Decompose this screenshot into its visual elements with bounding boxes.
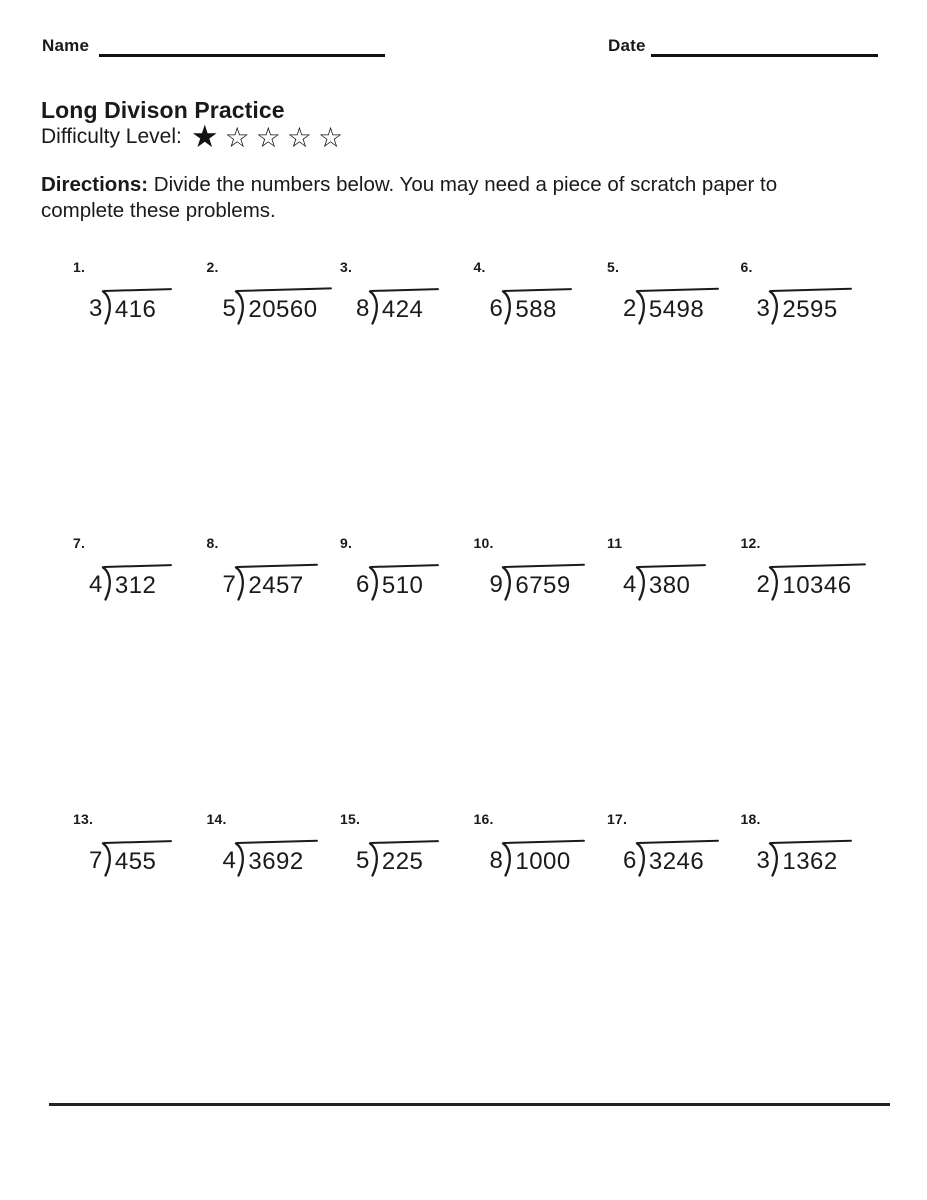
division-bracket-group	[370, 289, 439, 326]
division-problem-3	[340, 259, 474, 326]
division-problem-6	[741, 259, 875, 326]
long-division-expression	[89, 289, 207, 326]
dividend: 6759	[515, 572, 571, 599]
division-bracket-group	[103, 289, 172, 326]
vinculum	[103, 564, 172, 568]
dividend: 416	[114, 296, 157, 323]
long-division-expression	[623, 565, 741, 602]
division-problem-17	[607, 811, 741, 878]
division-bracket-icon	[368, 289, 382, 325]
problem-number: 3.	[340, 259, 353, 275]
problem-number: 9.	[340, 535, 353, 551]
difficulty-label: Difficulty Level:	[41, 125, 182, 148]
division-bracket-icon	[234, 841, 248, 877]
dividend: 455	[114, 848, 157, 875]
division-bracket-icon	[101, 841, 115, 877]
division-problem-9	[340, 535, 474, 602]
star-empty-icon: ☆	[286, 120, 312, 154]
division-bracket-icon	[501, 565, 515, 601]
division-problem-13	[73, 811, 207, 878]
name-label: Name	[42, 36, 90, 55]
division-bracket-group	[103, 841, 172, 878]
division-bracket-icon	[234, 565, 248, 601]
division-bracket-group	[236, 565, 318, 602]
name-blank-line[interactable]	[99, 54, 385, 57]
long-division-expression	[356, 289, 474, 326]
long-division-expression	[490, 565, 608, 602]
long-division-expression	[757, 565, 875, 602]
long-division-expression	[223, 289, 341, 326]
dividend: 1362	[782, 848, 838, 875]
division-bracket-group	[370, 565, 439, 602]
dividend: 3692	[248, 848, 304, 875]
long-division-expression	[623, 841, 741, 878]
division-bracket-group	[637, 841, 719, 878]
problem-number: 5.	[607, 259, 620, 275]
dividend: 380	[648, 572, 691, 599]
long-division-expression	[223, 565, 341, 602]
long-division-expression	[490, 841, 608, 878]
dividend: 588	[515, 296, 557, 323]
divisor: 3	[756, 295, 771, 322]
directions-line-1	[41, 172, 841, 198]
worksheet-title: Long Divison Practice	[41, 97, 285, 123]
vinculum	[370, 288, 439, 292]
division-bracket-group	[770, 289, 852, 326]
division-bracket-group	[370, 841, 439, 878]
long-division-expression	[356, 841, 474, 878]
divisor: 5	[222, 295, 237, 322]
directions-line-2: complete these problems.	[41, 199, 276, 222]
problem-number: 12.	[740, 535, 761, 551]
division-problem-5	[607, 259, 741, 326]
division-problem-12	[741, 535, 875, 602]
problem-number: 11	[607, 535, 623, 551]
divisor: 6	[356, 571, 370, 598]
divisor: 8	[489, 847, 504, 874]
difficulty-stars	[190, 118, 349, 155]
long-division-expression	[623, 289, 741, 326]
problem-number: 8.	[206, 535, 219, 551]
division-bracket-icon	[635, 841, 649, 877]
problem-number: 2.	[206, 259, 219, 275]
divisor: 4	[222, 847, 237, 874]
division-bracket-group	[637, 289, 719, 326]
division-problem-4	[474, 259, 608, 326]
division-bracket-group	[503, 565, 585, 602]
divisor: 7	[222, 571, 237, 598]
dividend: 3246	[648, 848, 705, 875]
vinculum	[103, 288, 172, 292]
division-bracket-icon	[768, 841, 782, 877]
dividend: 2457	[248, 572, 304, 599]
problem-number: 1.	[73, 259, 86, 275]
division-bracket-icon	[234, 289, 248, 325]
date-label: Date	[608, 36, 646, 55]
division-problem-7	[73, 535, 207, 602]
dividend: 510	[381, 572, 424, 599]
division-problem-2	[207, 259, 341, 326]
divisor: 4	[89, 571, 103, 598]
vinculum	[236, 564, 318, 569]
vinculum	[236, 840, 318, 845]
division-bracket-group	[503, 289, 572, 326]
divisor: 2	[756, 571, 771, 598]
directions-label: Directions:	[41, 173, 149, 196]
divisor: 8	[356, 295, 370, 322]
date-blank-line[interactable]	[651, 54, 878, 57]
vinculum	[503, 840, 585, 845]
division-bracket-group	[103, 565, 172, 602]
vinculum	[236, 287, 332, 292]
dividend: 2595	[782, 296, 838, 323]
division-bracket-icon	[501, 841, 515, 877]
division-problem-8	[207, 535, 341, 602]
problems-row-2	[73, 535, 874, 602]
division-bracket-icon	[635, 289, 649, 325]
vinculum	[637, 288, 719, 293]
dividend: 20560	[248, 296, 318, 323]
dividend: 424	[381, 296, 424, 323]
problem-number: 4.	[473, 259, 486, 275]
divisor: 3	[756, 847, 771, 874]
star-empty-icon: ☆	[317, 120, 344, 154]
division-bracket-group	[770, 565, 866, 602]
division-bracket-icon	[768, 565, 782, 601]
star-empty-icon: ☆	[255, 120, 281, 154]
dividend: 1000	[515, 848, 571, 875]
problem-number: 16.	[473, 811, 494, 827]
vinculum	[103, 840, 172, 844]
star-empty-icon: ☆	[224, 120, 250, 154]
vinculum	[770, 840, 852, 845]
division-problem-18	[741, 811, 875, 878]
dividend: 312	[114, 572, 157, 599]
division-bracket-group	[637, 565, 706, 602]
divisor: 3	[89, 295, 103, 322]
star-filled-icon: ★	[190, 118, 219, 155]
division-bracket-icon	[101, 565, 115, 601]
division-problem-14	[207, 811, 341, 878]
problems-row-3	[73, 811, 874, 878]
problem-number: 7.	[73, 535, 86, 551]
vinculum	[503, 564, 585, 569]
vinculum	[770, 563, 866, 568]
division-problem-16	[474, 811, 608, 878]
problem-number: 6.	[740, 259, 753, 275]
division-bracket-group	[236, 289, 332, 326]
vinculum	[370, 840, 439, 844]
problem-number: 18.	[740, 811, 761, 827]
long-division-expression	[223, 841, 341, 878]
division-bracket-group	[236, 841, 318, 878]
vinculum	[637, 564, 706, 568]
long-division-expression	[757, 289, 875, 326]
dividend: 225	[381, 848, 424, 875]
problem-number: 10.	[473, 535, 494, 551]
division-bracket-icon	[635, 565, 649, 601]
directions-text: Divide the numbers below. You may need a piece of scratch paper to	[153, 173, 778, 196]
division-bracket-icon	[768, 289, 782, 325]
directions	[41, 172, 841, 224]
long-division-expression	[757, 841, 875, 878]
divisor: 7	[89, 847, 103, 874]
division-bracket-icon	[501, 289, 515, 325]
problem-number: 13.	[73, 811, 94, 827]
division-bracket-group	[770, 841, 852, 878]
division-bracket-icon	[368, 565, 382, 601]
division-bracket-group	[503, 841, 585, 878]
problem-number: 15.	[340, 811, 361, 827]
problems-row-1	[73, 259, 874, 326]
division-problem-1	[73, 259, 207, 326]
divisor: 6	[623, 847, 637, 874]
vinculum	[770, 288, 852, 293]
divisor: 2	[623, 295, 637, 322]
vinculum	[637, 840, 719, 845]
divisor: 4	[623, 571, 637, 598]
footer-divider	[49, 1103, 890, 1106]
division-bracket-icon	[368, 841, 382, 877]
long-division-expression	[356, 565, 474, 602]
division-problem-11	[607, 535, 741, 602]
divisor: 6	[489, 295, 504, 322]
long-division-expression	[490, 289, 608, 326]
long-division-expression	[89, 565, 207, 602]
division-bracket-icon	[101, 289, 115, 325]
divisor: 9	[489, 571, 504, 598]
vinculum	[370, 564, 439, 568]
division-problem-10	[474, 535, 608, 602]
dividend: 5498	[648, 296, 705, 323]
long-division-expression	[89, 841, 207, 878]
dividend: 10346	[782, 572, 852, 599]
difficulty-row	[41, 118, 349, 155]
divisor: 5	[356, 847, 370, 874]
vinculum	[503, 288, 572, 292]
problem-number: 17.	[607, 811, 628, 827]
division-problem-15	[340, 811, 474, 878]
problem-number: 14.	[206, 811, 227, 827]
